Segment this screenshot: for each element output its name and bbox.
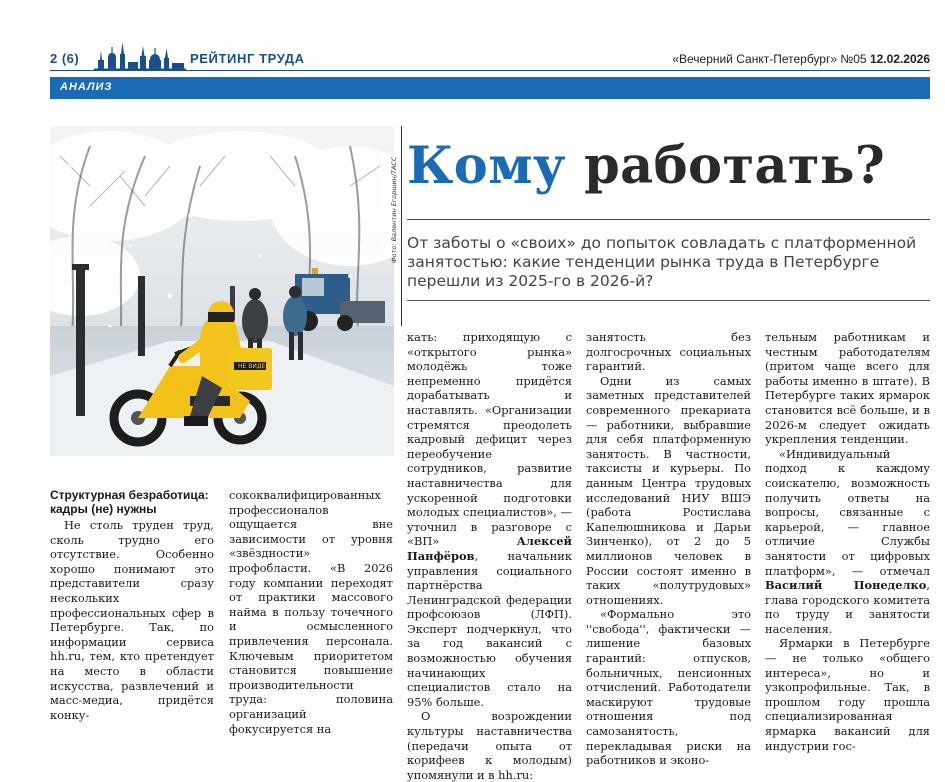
section-band xyxy=(50,77,930,99)
paragraph: занятость без долгосрочных социальных гарантий. xyxy=(586,330,751,374)
lead-rule xyxy=(407,300,930,301)
headline-accent: Кому xyxy=(407,136,566,196)
photo-credit: Фото: Валентин Егоршин/ТАСС xyxy=(390,156,398,263)
headline-main: работать? xyxy=(584,136,886,196)
headline-rule xyxy=(407,219,930,220)
person-name: Алексей Панфёров xyxy=(407,534,572,563)
city-skyline-icon xyxy=(94,42,186,70)
paragraph: Не столь труден труд, сколь трудно его отсутствие. Особенно хорошо понимают это представители сразу нескольких профессиональных сфер в Петербурге. Так, по информации сервиса hh.ru, тем, кто претендует на место в области искусства, развлечений и масс-медиа, придётся конку- xyxy=(50,518,214,722)
article-column-4 xyxy=(586,330,751,768)
snow-courier-illustration xyxy=(50,126,398,456)
issue-date: 12.02.2026 xyxy=(869,52,930,66)
paragraph: Одни из самых заметных представителей современного прекариата — работники, выбравшие для себя платформенную занятость. В частности, таксисты и курьеры. По данным Центра трудовых исследований НИУ ВШЭ (работа Ростислава Капелюшникова и Дарьи Зинченко), от 2 до 5 миллионов человек в России состоят именно в таких «полутрудовых» отношениях. xyxy=(586,373,751,607)
box-label: НЕ ВИДЕ xyxy=(238,363,266,370)
column-divider xyxy=(401,126,402,326)
rubric-title: РЕЙТИНГ ТРУДА xyxy=(190,51,305,66)
paragraph: Ярмарки в Петербурге — не только «общего интереса», но и узкопрофильные. Так, в прошлом году прошла специализированная ярмарка вакансий для индустрии гос- xyxy=(765,636,930,753)
page-header xyxy=(50,42,930,70)
paragraph: О возрождении культуры наставничества (передачи опыта от корифеев к молодым) упомянули и в hh.ru: xyxy=(407,709,572,782)
article-lead: От заботы о «своих» до попыток совладать с платформенной занятостью: какие тенденции рынка труда в Петербурге перешли из 2025-го в 2026-й? xyxy=(407,234,917,290)
issue-info xyxy=(672,52,930,66)
page-number: 2 (6) xyxy=(50,51,80,66)
article-column-2 xyxy=(229,488,393,736)
column-subhead: Структурная безработица: кадры (не) нужны xyxy=(50,488,209,516)
publication-name: «Вечерний Санкт-Петербург» №05 xyxy=(672,52,867,66)
header-rule xyxy=(50,70,930,71)
section-label: АНАЛИЗ xyxy=(60,81,113,93)
paragraph: тельным работникам и честным работодателям (притом чаще всего для работы именно в штате). В Петербурге таких ярмарок становится всё больше, и в 2026-м следует ожидать укрепления тенденции. xyxy=(765,330,930,447)
article-column-5 xyxy=(765,330,930,753)
paragraph: кать: приходящую с «открытого рынка» молодёжь тоже непременно придётся дорабатывать и наставлять. «Организации стремятся преодолеть кадровый дефицит через переобучение сотрудников, развитие наставничества для ускоренной подготовки молодых специалистов», — уточнил в разговоре с «ВП» Алексей Панфёров, начальник управления социального партнёрства Ленинградской федерации профсоюзов (ЛФП). Эксперт подчеркнул, что за год вакансий с возможностью обучения начинающих специалистов стало на 95% больше. xyxy=(407,330,572,709)
article-headline xyxy=(407,138,885,194)
paragraph: «Индивидуальный подход к каждому соискателю, возможность получить ответы на вопросы, связанные с карьерой, — главное отличие Службы занятости от цифровых платформ», — отмечал Василий Понеделко, глава городского комитета по труду и занятости населения. xyxy=(765,446,930,636)
article-column-1 xyxy=(50,488,214,722)
article-photo xyxy=(50,126,398,456)
article-column-3 xyxy=(407,330,572,782)
person-name: Василий Понеделко xyxy=(765,578,927,593)
paragraph: «Формально это ''свобода'', фактически — лишение базовых гарантий: отпусков, больничных, пенсионных отчислений. Работодатели маскируют трудовые отношения под самозанятость, перекладывая риски на работников и эконо- xyxy=(586,607,751,768)
paragraph: сококвалифицированных профессионалов ощущается вне зависимости от уровня «звёздности» профобласти. «В 2026 году компании переходят от практики массового найма в пользу точечного и осмысленного привлечения персонала. Ключевым приоритетом становится повышение производительности труда: половина организаций фокусируется на xyxy=(229,488,393,736)
